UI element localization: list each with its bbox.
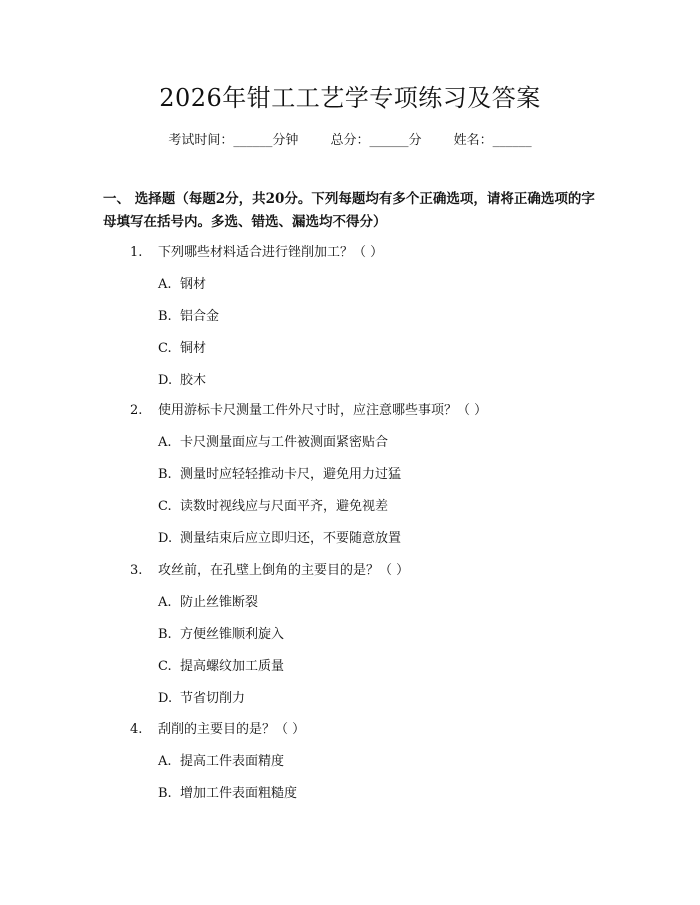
- page-title: 2026年钳工工艺学专项练习及答案: [159, 84, 541, 112]
- option-text: 节省切削力: [180, 691, 246, 706]
- option-item: [158, 433, 388, 453]
- question-text: 攻丝前，在孔壁上倒角的主要目的是？（ ）: [158, 563, 410, 578]
- total-score-field: 总分：______分: [330, 133, 422, 148]
- option-item: [158, 371, 206, 391]
- option-text: 方便丝锥顺利旋入: [180, 627, 285, 642]
- option-item: [158, 784, 297, 804]
- option-item: [158, 689, 245, 709]
- option-letter: B.: [158, 309, 172, 324]
- option-letter: B.: [158, 786, 172, 801]
- option-text: 读数时视线应与尺面平齐，避免视差: [180, 499, 389, 514]
- question-3: [130, 561, 409, 581]
- option-letter: A.: [158, 277, 172, 292]
- option-item: [158, 529, 401, 549]
- question-4: [130, 720, 305, 740]
- option-item: [158, 465, 401, 485]
- option-text: 提高工件表面精度: [180, 754, 285, 769]
- question-2: [130, 401, 487, 421]
- section-heading: 一、 选择题（每题2分，共20分。下列每题均有多个正确选项，请将正确选项的字母填写在括号内。多选、错选、漏选均不得分）: [103, 191, 595, 230]
- option-item: [158, 593, 258, 613]
- option-letter: C.: [158, 659, 172, 674]
- option-text: 卡尺测量面应与工件被测面紧密贴合: [180, 435, 389, 450]
- option-text: 测量结束后应立即归还，不要随意放置: [180, 531, 402, 546]
- option-text: 钢材: [180, 277, 207, 292]
- option-item: [158, 275, 206, 295]
- option-letter: D.: [158, 373, 173, 388]
- question-1: [130, 243, 383, 263]
- option-text: 铜材: [180, 341, 207, 356]
- option-letter: A.: [158, 754, 172, 769]
- name-field: 姓名：______: [453, 133, 532, 148]
- option-item: [158, 625, 284, 645]
- question-text: 刮削的主要目的是？（ ）: [158, 722, 306, 737]
- option-item: [158, 657, 284, 677]
- option-text: 提高螺纹加工质量: [180, 659, 285, 674]
- exam-time-field: 考试时间：______分钟: [168, 133, 299, 148]
- option-letter: B.: [158, 627, 172, 642]
- question-text: 使用游标卡尺测量工件外尺寸时，应注意哪些事项？（ ）: [158, 403, 488, 418]
- option-item: [158, 497, 388, 517]
- option-text: 防止丝锥断裂: [180, 595, 259, 610]
- question-text: 下列哪些材料适合进行锉削加工？（ ）: [158, 245, 384, 260]
- option-letter: C.: [158, 341, 172, 356]
- option-text: 胶木: [180, 373, 207, 388]
- exam-info-line: [0, 130, 700, 152]
- option-item: [158, 752, 284, 772]
- question-number: 2.: [130, 403, 143, 418]
- question-number: 4.: [130, 722, 143, 737]
- question-number: 3.: [130, 563, 143, 578]
- option-letter: B.: [158, 467, 172, 482]
- option-item: [158, 307, 219, 327]
- option-letter: D.: [158, 531, 173, 546]
- option-text: 测量时应轻轻推动卡尺，避免用力过猛: [180, 467, 402, 482]
- option-letter: A.: [158, 595, 172, 610]
- option-letter: A.: [158, 435, 172, 450]
- option-item: [158, 339, 206, 359]
- question-number: 1.: [130, 245, 143, 260]
- option-text: 铝合金: [180, 309, 220, 324]
- option-text: 增加工件表面粗糙度: [180, 786, 298, 801]
- option-letter: D.: [158, 691, 173, 706]
- option-letter: C.: [158, 499, 172, 514]
